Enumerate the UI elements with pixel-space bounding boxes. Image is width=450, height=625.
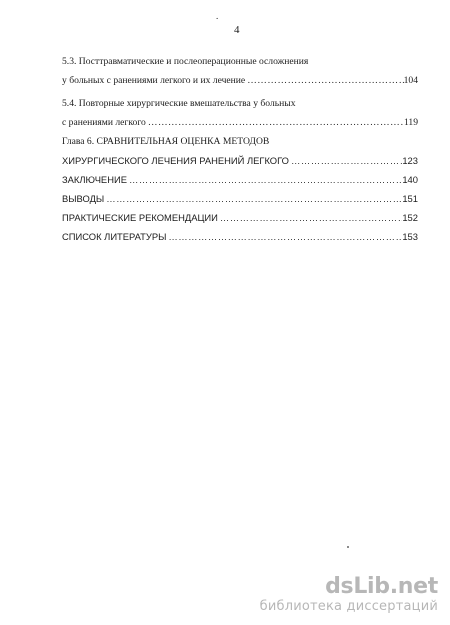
toc-entry-5-3-line1: 5.3. Посттравматические и послеоперационные осложнения: [62, 56, 309, 67]
toc-references: [62, 227, 418, 246]
toc-findings: [62, 189, 418, 208]
dot-leader: [245, 71, 403, 90]
dot-leader: [104, 189, 402, 208]
toc-chapter-6-page: 123: [402, 155, 418, 166]
toc-recommendations: [62, 208, 418, 227]
toc-entry-5-4: [62, 113, 418, 132]
table-of-contents: [62, 52, 418, 246]
page-mark: .: [216, 11, 219, 21]
toc-chapter-6-line1: Глава 6. СРАВНИТЕЛЬНАЯ ОЦЕНКА МЕТОДОВ: [62, 136, 270, 147]
toc-entry-5-3: [62, 71, 418, 90]
watermark-logo: dsLib.net: [325, 574, 438, 599]
toc-entry-5-4-title: с ранениями легкого: [62, 117, 146, 128]
toc-references-title: СПИСОК ЛИТЕРАТУРЫ: [62, 231, 167, 242]
dot-leader: [127, 170, 402, 189]
toc-entry-5-3-page: 104: [403, 75, 418, 86]
scan-speck: [347, 546, 349, 548]
toc-conclusion-page: 140: [402, 174, 418, 185]
dot-leader: [166, 227, 402, 246]
toc-entry-5-3-title: у больных с ранениями легкого и их лечение: [62, 75, 246, 86]
toc-conclusion: [62, 170, 418, 189]
toc-references-page: 153: [402, 231, 418, 242]
toc-chapter-6-title: ХИРУРГИЧЕСКОГО ЛЕЧЕНИЯ РАНЕНИЙ ЛЕГКОГО: [62, 155, 289, 166]
toc-findings-title: ВЫВОДЫ: [62, 193, 105, 204]
toc-chapter-6: [62, 151, 418, 170]
dot-leader: [289, 151, 402, 170]
watermark-subtitle: библиотека диссертаций: [259, 599, 438, 614]
toc-recommendations-title: ПРАКТИЧЕСКИЕ РЕКОМЕНДАЦИИ: [62, 212, 218, 223]
dot-leader: [146, 113, 404, 132]
watermark: [260, 575, 438, 615]
dot-leader: [218, 208, 402, 227]
toc-recommendations-page: 152: [402, 212, 418, 223]
toc-conclusion-title: ЗАКЛЮЧЕНИЕ: [62, 174, 127, 185]
toc-entry-5-4-page: 119: [403, 117, 418, 128]
page-number: 4: [234, 24, 240, 36]
toc-entry-5-4-line1: 5.4. Повторные хирургические вмешательства у больных: [62, 98, 296, 109]
toc-findings-page: 151: [402, 193, 418, 204]
